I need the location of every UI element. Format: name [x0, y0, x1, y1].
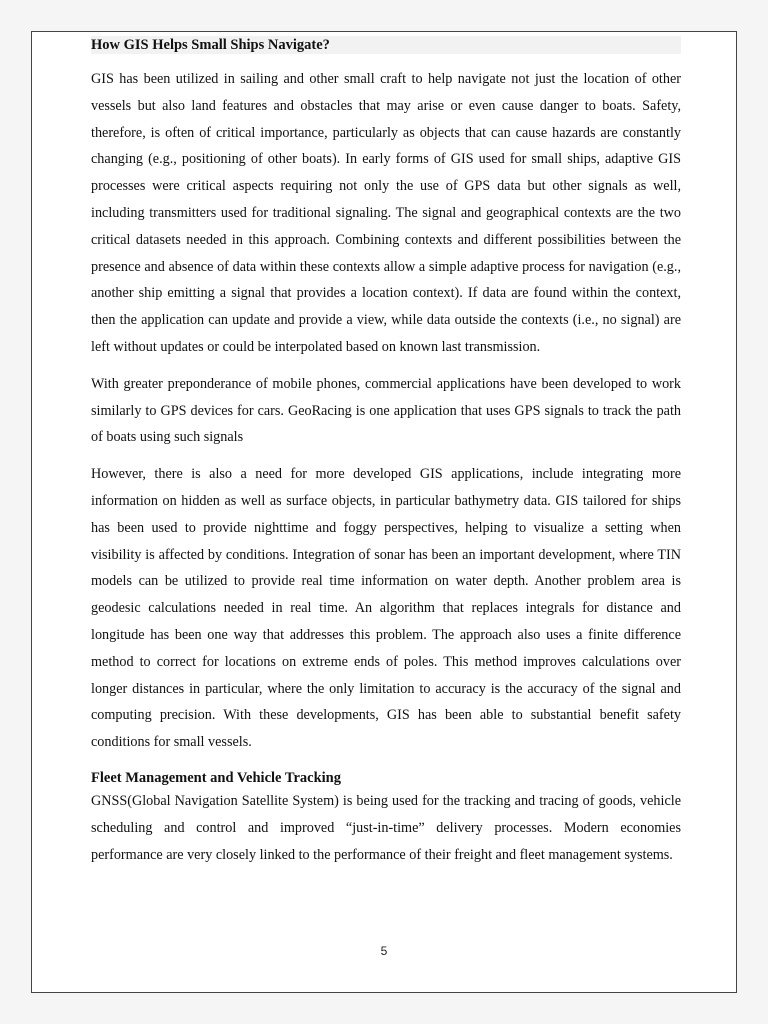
section-heading-small-ships: How GIS Helps Small Ships Navigate?: [91, 36, 681, 54]
page-content: [91, 36, 681, 878]
document-page: [31, 31, 737, 993]
paragraph-developed-gis: However, there is also a need for more developed GIS applications, include integrating more information on hidden as well as surface objects, in particular bathymetry data. GIS tailored for ships has been used to provide nighttime and foggy perspectives, helping to visualize a setting when visibility is affected by conditions. Integration of sonar has been an important development, where TIN models can be utilized to provide real time information on water depth. Another problem area is geodesic calculations needed in real time. An algorithm that replaces integrals for distance and longitude has been one way that addresses this problem. The approach also uses a finite difference method to correct for locations on extreme ends of poles. This method improves calculations over longer distances in particular, where the only limitation to accuracy is the accuracy of the signal and computing precision. With these developments, GIS has been able to substantial benefit safety conditions for small vessels.: [91, 466, 681, 751]
paragraph-mobile-phones: With greater preponderance of mobile phones, commercial applications have been developed to work similarly to GPS devices for cars. GeoRacing is one application that uses GPS signals to track the path of boats using such signals: [91, 375, 681, 446]
paragraph-gnss: GNSS(Global Navigation Satellite System) is being used for the tracking and tracing of goods, vehicle scheduling and control and improved “just-in-time” delivery processes. Modern economies performance are very closely linked to the performance of their freight and fleet management systems.: [91, 792, 681, 863]
section-heading-fleet-management: Fleet Management and Vehicle Tracking: [91, 769, 341, 786]
page-number: 5: [380, 944, 388, 958]
paragraph-gis-sailing: GIS has been utilized in sailing and other small craft to help navigate not just the location of other vessels but also land features and obstacles that may arise or even cause danger to boats. Safety, therefore, is often of critical importance, particularly as objects that can cause hazards are constantly changing (e.g., positioning of other boats). In early forms of GIS used for small ships, adaptive GIS processes were critical aspects requiring not only the use of GPS data but other signals as well, including transmitters used for traditional signaling. The signal and geographical contexts are the two critical datasets needed in this approach. Combining contexts and different possibilities between the presence and absence of data within these contexts allow a simple adaptive process for navigation (e.g., another ship emitting a signal that provides a location context). If data are found within the context, then the application can update and provide a view, while data outside the contexts (i.e., no signal) are left without updates or could be interpolated based on known last transmission.: [91, 71, 681, 355]
